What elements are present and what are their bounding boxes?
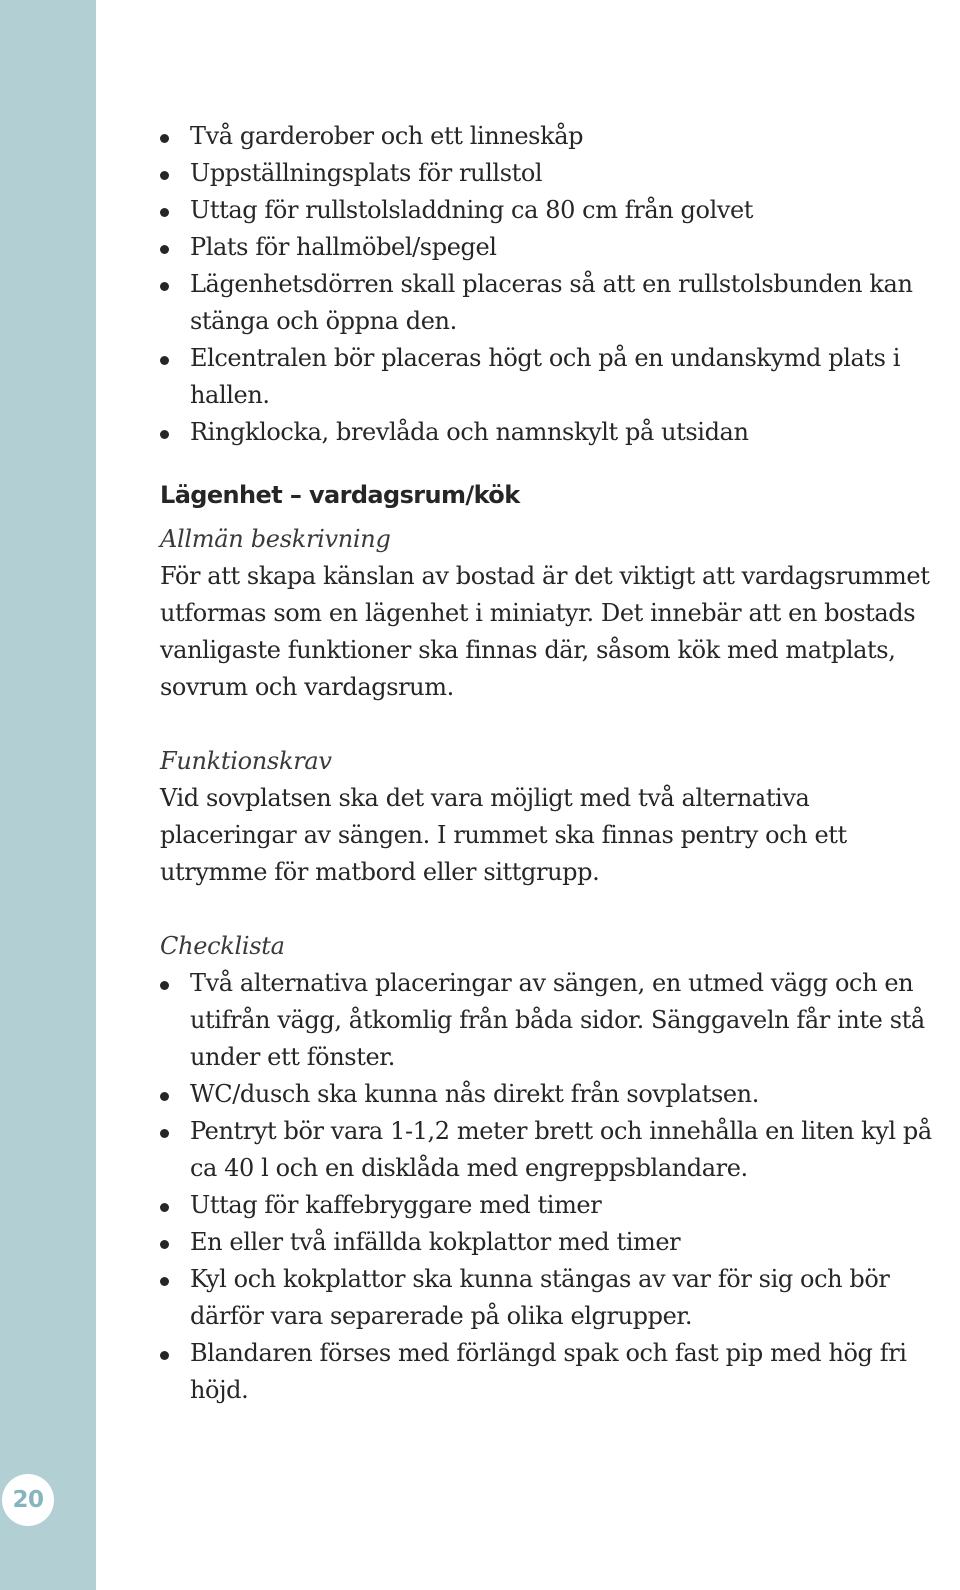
section-heading: Lägenhet – vardagsrum/kök — [160, 481, 520, 509]
list-item: Två garderober och ett linneskåp — [160, 118, 950, 155]
list-item: Uttag för kaffebryggare med timer — [160, 1187, 950, 1224]
list-item: Uppställningsplats för rullstol — [160, 155, 950, 192]
list-item: Blandaren förses med förlängd spak och fast pip med hög fri höjd. — [160, 1335, 950, 1409]
general-description-text: För att skapa känslan av bostad är det viktigt att vardagsrummet utformas som en lägenhet i miniatyr. Det innebär att en bostads vanligaste funktioner ska finnas där, såsom kök med matplats, sovrum och vardagsrum. — [160, 562, 930, 701]
list-item: WC/dusch ska kunna nås direkt från sovplatsen. — [160, 1076, 950, 1113]
checklist-title: Checklista — [160, 932, 285, 960]
list-item: Elcentralen bör placeras högt och på en undanskymd plats i hallen. — [160, 340, 950, 414]
page-sidebar — [0, 0, 96, 1590]
list-item: Pentryt bör vara 1-1,2 meter brett och innehålla en liten kyl på ca 40 l och en disklåda med engreppsblandare. — [160, 1113, 950, 1187]
list-item: Två alternativa placeringar av sängen, en utmed vägg och en utifrån vägg, åtkomlig från båda sidor. Sänggaveln får inte stå under ett fönster. — [160, 965, 950, 1076]
page-content — [160, 118, 950, 1409]
requirements-title: Funktionskrav — [160, 747, 332, 775]
intro-list — [160, 118, 950, 451]
list-item: Plats för hallmöbel/spegel — [160, 229, 950, 266]
checklist — [160, 965, 950, 1409]
spacer — [160, 706, 950, 743]
spacer — [160, 891, 950, 928]
page-number-badge: 20 — [2, 1474, 54, 1526]
general-description-title: Allmän beskrivning — [160, 525, 391, 553]
list-item: Uttag för rullstolsladdning ca 80 cm från golvet — [160, 192, 950, 229]
list-item: Lägenhetsdörren skall placeras så att en rullstolsbunden kan stänga och öppna den. — [160, 266, 950, 340]
requirements-text: Vid sovplatsen ska det vara möjligt med två alternativa placeringar av sängen. I rummet ska finnas pentry och ett utrymme för matbord eller sittgrupp. — [160, 784, 847, 886]
list-item: Kyl och kokplattor ska kunna stängas av var för sig och bör därför vara separerade på olika elgrupper. — [160, 1261, 950, 1335]
list-item: En eller två infällda kokplattor med timer — [160, 1224, 950, 1261]
list-item: Ringklocka, brevlåda och namnskylt på utsidan — [160, 414, 950, 451]
